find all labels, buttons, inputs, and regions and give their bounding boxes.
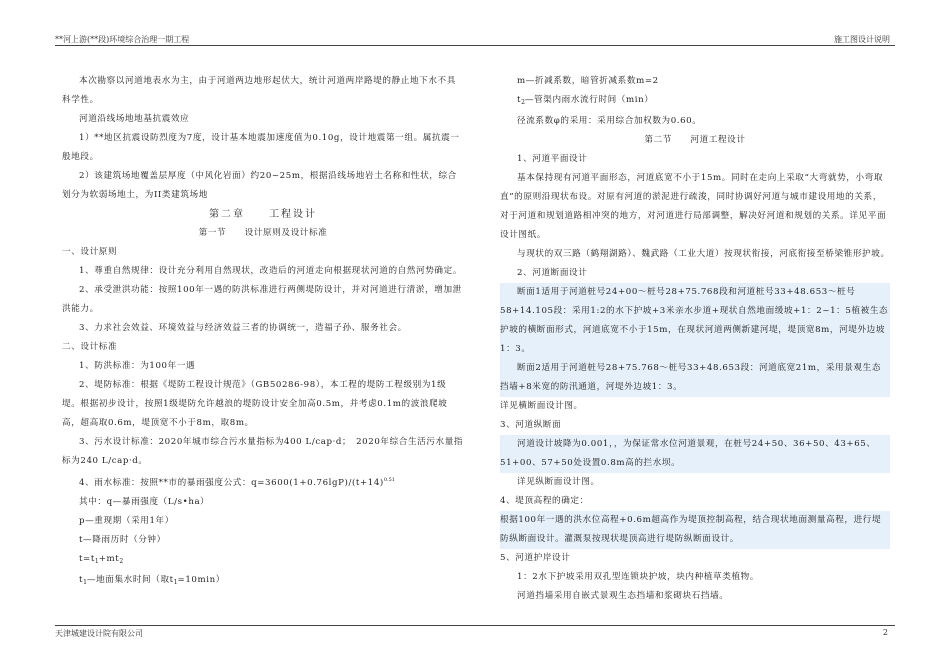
heading-section-design: 2、河道断面设计	[517, 268, 588, 278]
paragraph-t1	[62, 571, 464, 592]
t-formula-b: +mt	[98, 554, 120, 564]
paragraph-section-ref: 详见横断面设计图。	[500, 401, 583, 411]
t2-a: t	[517, 95, 522, 105]
paragraph-standard-4	[62, 471, 464, 493]
t2-sub: 2	[521, 99, 525, 106]
paragraph-principle-3: 3、力求社会效益、环境效益与经济效益三者的协调统一，造福子孙、服务社会。	[79, 323, 407, 333]
paragraph-principle-1: 1、尊重自然规律：设计充分利用自然现状，改造后的河道走向根据现状河道的自然河势确定。	[79, 266, 463, 276]
heading-design-principles: 一、设计原则	[62, 247, 118, 257]
t1-a: t	[79, 575, 84, 585]
paragraph-m: m—折减系数，暗管折减系数m=2	[517, 76, 659, 86]
page-number: 2	[882, 628, 888, 637]
paragraph-t2	[500, 91, 890, 112]
paragraph-crest-elevation: 根据100年一遇的洪水位高程+0.6m超高作为堤顶控制高程，结合现状地面测量高程，进行堤防纵断面设计。灌溉泵按现状堤顶高进行堤防纵断面设计。	[500, 511, 890, 549]
paragraph-seismic-2: 2）该建筑场地覆盖层厚度（中风化岩面）约20~25m，根据沿线场地岩土名称和性状，综合划分为软弱场地土，为II类建筑场地	[62, 171, 457, 200]
heading-crest-elevation: 4、堤顶高程的确定：	[500, 496, 589, 506]
paragraph-principle-2: 2、承受泄洪功能：按照100年一遇的防洪标准进行两侧堤防设计，并对河道进行清淤，增加泄洪能力。	[62, 285, 462, 314]
paragraph-groundwater: 本次勘察以河道地表水为主，由于河道两边地形起伏大，统计河道两岸路堤的静止地下水不具科学性。	[62, 76, 456, 105]
t2-b: —管渠内雨水流行时间（min）	[524, 95, 654, 105]
section-title-2: 第二节 河道工程设计	[644, 135, 746, 145]
left-column	[62, 72, 464, 592]
header-rule	[55, 45, 895, 46]
heading-plan-design: 1、河道平面设计	[517, 154, 588, 164]
heading-design-standards: 二、设计标准	[62, 342, 118, 352]
paragraph-where-q: 其中：q—暴雨强度（L/s•ha）	[79, 497, 210, 507]
paragraph-profile-ref: 详见纵断面设计图。	[517, 477, 600, 487]
section-title-1: 第一节 设计原则及设计标准	[198, 228, 328, 238]
footer-company: 天津城建设计院有限公司	[55, 629, 143, 638]
paragraph-standard-2: 2、堤防标准：根据《堤防工程设计规范》（GB50286-98），本工程的堤防工程级别为1级堤。根据初步设计，按照1级堤防允许越浪的堤防设计安全加高0.5m，并考虑0.1m的波浪爬坡高，超高取0.6m，堤顶宽不小于8m，取8m。	[62, 380, 448, 428]
t1-sub2: 1	[173, 579, 178, 586]
heading-profile: 3、河道纵断面	[500, 420, 562, 430]
t-formula-sub1: 1	[94, 558, 99, 565]
paragraph-revetment-1: 1：2水下护坡采用双孔型连锁块护坡，块内种植草类植物。	[517, 572, 759, 582]
rain-formula-exponent: 0.51	[383, 477, 395, 483]
paragraph-seismic-1: 1）**地区抗震设防烈度为7度，设计基本地震加速度值为0.10g，设计地震第一组。属抗震一般地段。	[62, 133, 460, 162]
paragraph-section-1: 断面1适用于河道桩号24+00～桩号28+75.768段和河道桩号33+48.653～桩号58+14.105段：采用1:2的水下护坡+3米亲水步道+现状自然地面缓坡+1：2~1：5植被生态护坡的横断面形式，河道底宽不小于15m，在现状河道两侧新建河堤，堤顶宽8m，河堤外边坡1：3。	[500, 283, 890, 359]
t1-c: =10min）	[177, 575, 225, 585]
paragraph-where-p: p—重现期（采用1年）	[79, 516, 174, 526]
paragraph-plan-2: 与现状的双三路（鹤翔湖路）、魏武路（工业大道）按现状衔接，河底衔接至桥梁锥形护坡。	[517, 249, 890, 259]
t1-b: —地面集水时间（取t	[86, 575, 174, 585]
right-column	[500, 72, 890, 606]
chapter-title: 第二章 工程设计	[209, 209, 317, 220]
paragraph-t-formula	[62, 550, 464, 571]
paragraph-seismic-heading: 河道沿线场地地基抗震效应	[79, 114, 190, 124]
paragraph-profile: 河道设计坡降为0.001，，为保证常水位河道景观，在桩号24+50、36+50、43+65、51+00、57+50处设置0.8m高的拦水坝。	[500, 435, 890, 473]
heading-revetment: 5、河道护岸设计	[500, 553, 571, 563]
t-formula-a: t=t	[79, 554, 95, 564]
paragraph-revetment-2: 河道挡墙采用自嵌式景观生态挡墙和浆砌块石挡墙。	[517, 591, 729, 601]
paragraph-where-t: t—降雨历时（分钟）	[79, 535, 166, 545]
header-project-title: **河上游(**段)环境综合治理一期工程	[55, 35, 190, 44]
header-document-title: 施工图设计说明	[834, 35, 890, 44]
paragraph-section-2: 断面2适用于河道桩号28+75.768～桩号33+48.653段：河道底宽21m，采用景观生态挡墙+8米宽的防汛通道，河堤外边坡1：3。	[500, 359, 890, 397]
footer-rule	[55, 625, 895, 626]
t1-sub1: 1	[83, 579, 87, 586]
t-formula-sub2: 2	[119, 558, 124, 565]
paragraph-standard-1: 1、防洪标准：为100年一遇	[79, 361, 196, 371]
rain-formula: 4、雨水标准：按照**市的暴雨强度公式：q=3600(1+0.76lgP)/(t+14)	[79, 478, 384, 488]
paragraph-standard-3: 3、污水设计标准：2020年城市综合污水量指标为400 L/cap·d； 2020年综合生活污水量指标为240 L/cap·d。	[62, 437, 464, 466]
paragraph-runoff: 径流系数φ的采用：采用综合加权数为0.60。	[517, 116, 702, 126]
paragraph-plan-1: 基本保持现有河道平面形态，河道底宽不小于15m。同时在走向上采取“大弯就势，小弯取直”的原则沿现状布设。对原有河道的淤泥进行疏浚，同时协调好河道与城市建设用地的关系，对于河道和规划道路相冲突的地方，对河道进行局部调整，解决好河道和规划的关系。详见平面设计图纸。	[500, 173, 887, 240]
